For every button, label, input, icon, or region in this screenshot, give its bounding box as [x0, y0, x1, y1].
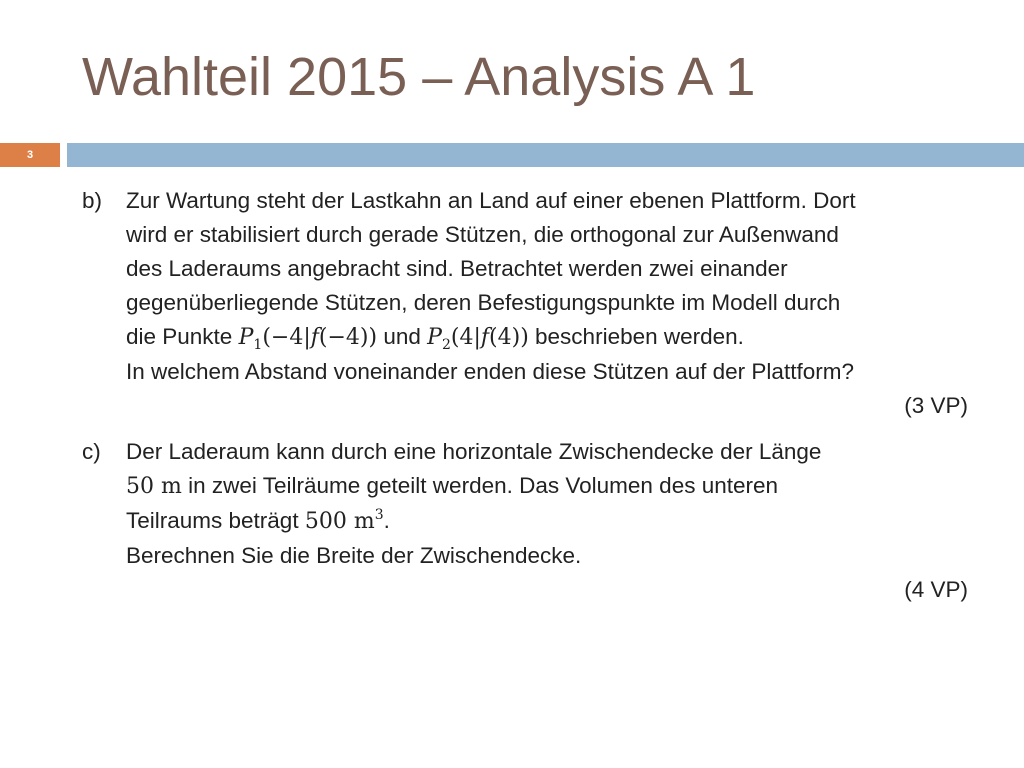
task-b-line: des Laderaums angebracht sind. Betrachtet werden zwei einander [126, 256, 788, 281]
page-number: 3 [0, 143, 60, 167]
task-b-question: In welchem Abstand voneinander enden diese Stützen auf der Plattform? [126, 359, 854, 384]
point-p2-formula [427, 325, 529, 353]
task-b-line: gegenüberliegende Stützen, deren Befestigungspunkte im Modell durch [126, 290, 841, 315]
task-c-line [126, 504, 968, 539]
text: . [383, 508, 390, 533]
text: Teilraums beträgt [126, 508, 305, 533]
header-bar [0, 143, 1024, 167]
task-c-points: (4 VP) [904, 577, 968, 602]
p1-subscript: 1 [253, 337, 263, 353]
p1-letter: P [238, 325, 254, 350]
volume-exponent: 3 [374, 507, 384, 523]
p2-coords-b: (4)) [489, 325, 529, 350]
p2-function: f [480, 325, 490, 350]
slide-title: Wahlteil 2015 – Analysis A 1 [82, 47, 756, 107]
p2-coords-a: (4| [450, 325, 481, 350]
task-b-line: wird er stabilisiert durch gerade Stützen, die orthogonal zur Außenwand [126, 222, 839, 247]
task-b-points: (3 VP) [904, 393, 968, 418]
task-b-line-points [126, 320, 968, 355]
accent-bar [67, 143, 1024, 167]
task-c-letter: c) [82, 439, 101, 464]
point-p1-formula [238, 325, 378, 353]
text: in zwei Teilräume geteilt werden. Das Volumen des unteren [181, 473, 779, 498]
task-b-text [126, 184, 968, 389]
task-c-text [126, 435, 968, 573]
p1-coords-b: (−4)) [318, 325, 378, 350]
p1-function: f [310, 325, 319, 350]
task-b-line: Zur Wartung steht der Lastkahn an Land auf einer ebenen Plattform. Dort [126, 188, 856, 213]
slide-content [82, 184, 968, 619]
volume-formula [305, 509, 384, 534]
p2-subscript: 2 [441, 337, 451, 353]
p2-letter: P [427, 325, 442, 350]
task-c-line: Der Laderaum kann durch eine horizontale Zwischendecke der Länge [126, 439, 822, 464]
task-c-question: Berechnen Sie die Breite der Zwischendecke. [126, 543, 582, 568]
text: beschrieben werden. [528, 324, 744, 349]
length-value: 50 m [126, 474, 182, 499]
text: die Punkte [126, 324, 239, 349]
task-c-line [126, 469, 968, 504]
task-b [82, 184, 968, 389]
p1-coords-a: (−4| [262, 325, 311, 350]
text: und [377, 324, 428, 349]
task-c [82, 435, 968, 573]
volume-value: 500 m [304, 509, 375, 534]
task-b-letter: b) [82, 188, 103, 213]
